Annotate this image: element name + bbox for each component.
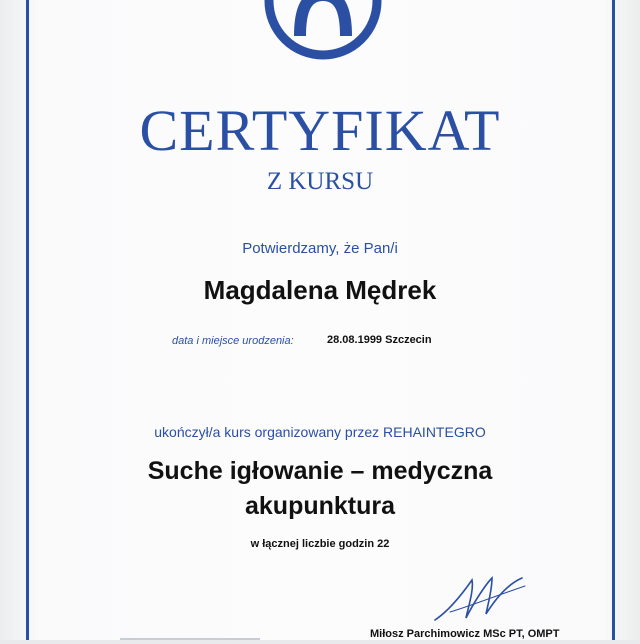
certificate-subtitle: Z KURSU (266, 168, 374, 195)
confirm-text: Potwierdzamy, że Pan/i (242, 240, 398, 257)
cropped-footer-text (120, 630, 260, 644)
certificate-title: CERTYFIKAT (139, 98, 501, 163)
course-title-line-2: akupunktura (244, 492, 396, 520)
handwritten-signature-icon (430, 570, 530, 630)
organization-logo-icon (262, 0, 384, 62)
recipient-name: Magdalena Mędrek (203, 275, 437, 305)
birth-label: data i miejsce urodzenia: (172, 335, 294, 347)
signer-name: Miłosz Parchimowicz MSc PT, OMPT (370, 628, 560, 640)
hours-text: w łącznej liczbie godzin 22 (250, 538, 390, 550)
completed-text: ukończył/a kurs organizowany przez REHAINTEGRO (154, 424, 486, 440)
course-title (0, 454, 640, 524)
birth-value: 28.08.1999 Szczecin (327, 334, 432, 346)
course-title-line-1: Suche igłowanie – medyczna (147, 457, 493, 485)
